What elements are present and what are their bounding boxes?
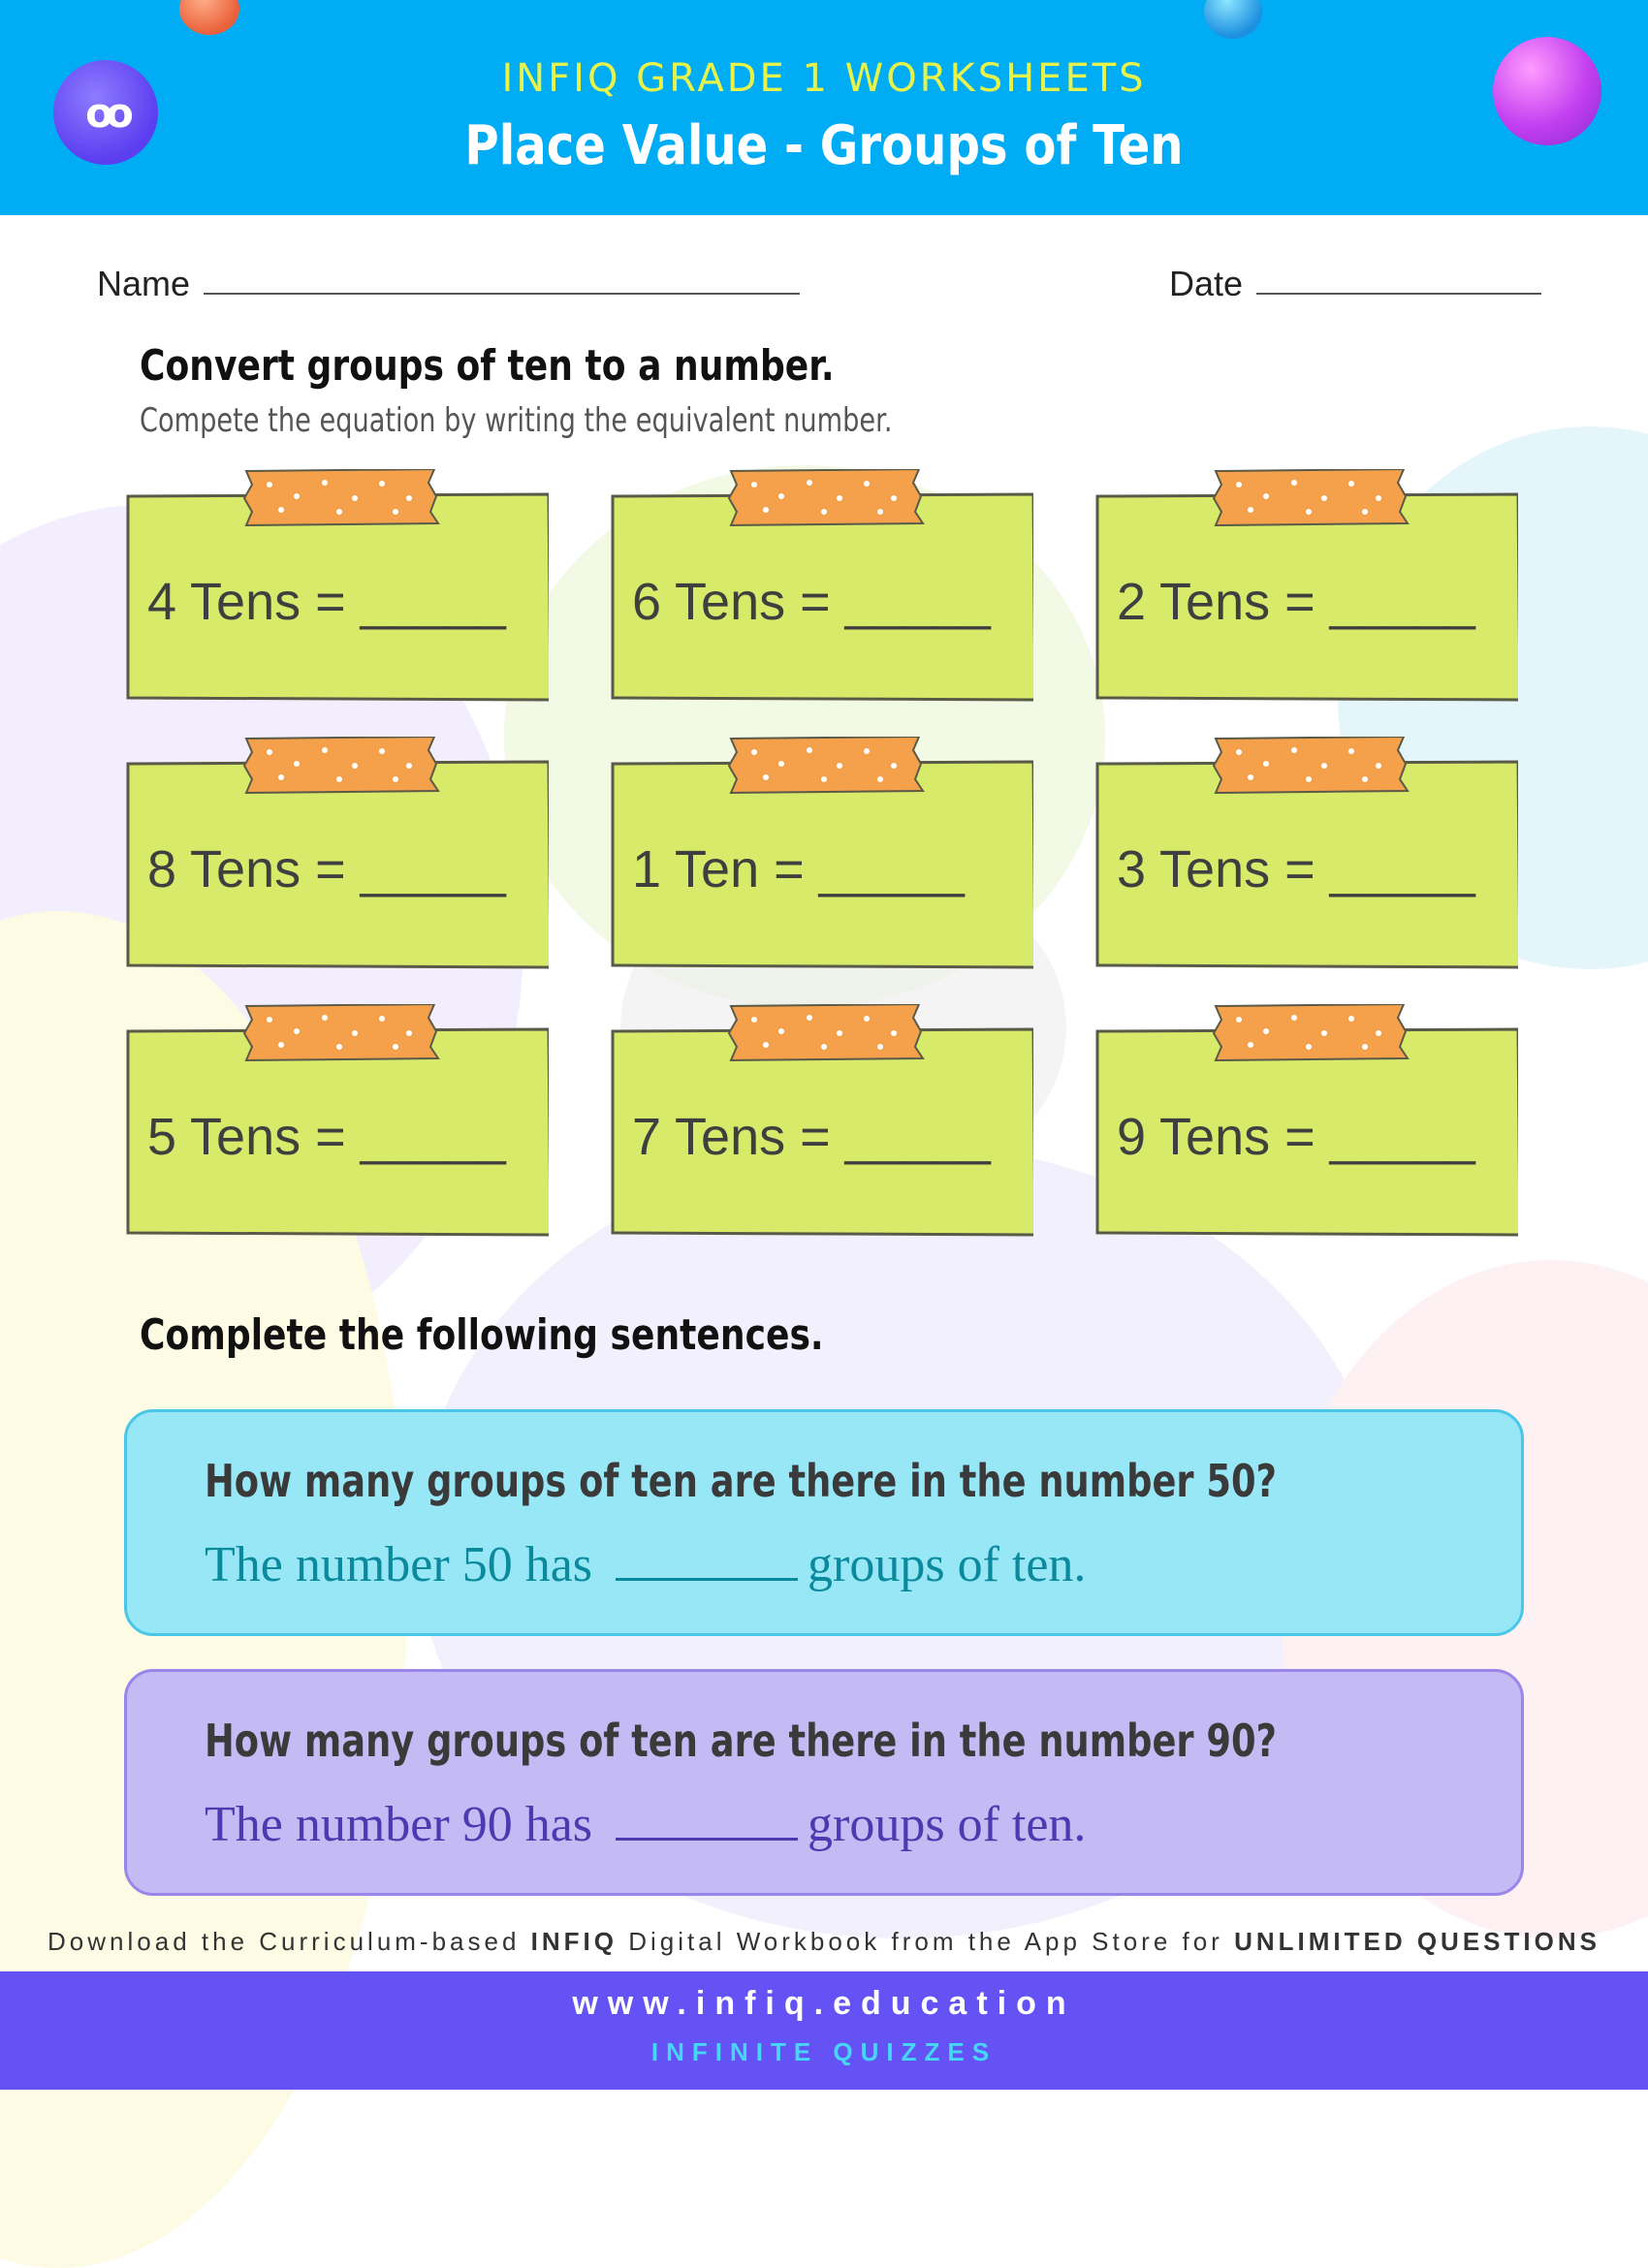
sticky-note <box>1095 469 1518 671</box>
question-text: How many groups of ten are there in the number 50? <box>205 1455 1277 1507</box>
name-label: Name <box>97 264 191 303</box>
answer-sentence: The number 50 has groups of ten. <box>205 1537 1087 1592</box>
section-title-convert: Convert groups of ten to a number. <box>140 341 835 391</box>
sticky-note <box>611 1004 1033 1206</box>
equation-text: 5 Tens = _____ <box>147 1108 506 1166</box>
page-title: Place Value - Groups of Ten <box>464 114 1184 177</box>
section-title-sentences: Complete the following sentences. <box>140 1310 824 1360</box>
promo-text: Download the Curriculum-based INFIQ Digital Workbook from the App Store for UNLIMITED QUESTIONS <box>48 1927 1600 1956</box>
header-subtitle: INFIQ GRADE 1 WORKSHEETS <box>501 56 1147 101</box>
footer-bar <box>0 1971 1648 2090</box>
sticky-note <box>126 1004 549 1206</box>
answer-blank[interactable] <box>616 1539 798 1581</box>
equation-text: 8 Tens = _____ <box>147 840 506 898</box>
sticky-note <box>611 737 1033 938</box>
equation-text: 1 Ten = _____ <box>632 840 965 898</box>
question-text: How many groups of ten are there in the number 90? <box>205 1715 1277 1767</box>
section-instructions: Compete the equation by writing the equivalent number. <box>140 401 893 440</box>
equation-text: 6 Tens = _____ <box>632 573 991 631</box>
sticky-note <box>1095 737 1518 938</box>
question-card <box>124 1669 1524 1896</box>
equation-text: 4 Tens = _____ <box>147 573 506 631</box>
equation-text: 7 Tens = _____ <box>632 1108 991 1166</box>
equation-text: 2 Tens = _____ <box>1117 573 1475 631</box>
equation-text: 9 Tens = _____ <box>1117 1108 1475 1166</box>
sticky-note <box>611 469 1033 671</box>
name-field[interactable] <box>204 293 800 295</box>
question-card <box>124 1409 1524 1636</box>
sticky-note <box>126 469 549 671</box>
website-link[interactable]: www.infiq.education <box>572 1985 1076 2022</box>
equation-text: 3 Tens = _____ <box>1117 840 1475 898</box>
date-label: Date <box>1169 264 1244 303</box>
date-field[interactable] <box>1256 293 1541 295</box>
infinity-logo-icon: oo <box>53 60 158 165</box>
sticky-note <box>1095 1004 1518 1206</box>
answer-blank[interactable] <box>616 1799 798 1841</box>
sticky-note <box>126 737 549 938</box>
footer-tagline: INFINITE QUIZZES <box>650 2037 998 2066</box>
answer-sentence: The number 90 has groups of ten. <box>205 1797 1087 1852</box>
